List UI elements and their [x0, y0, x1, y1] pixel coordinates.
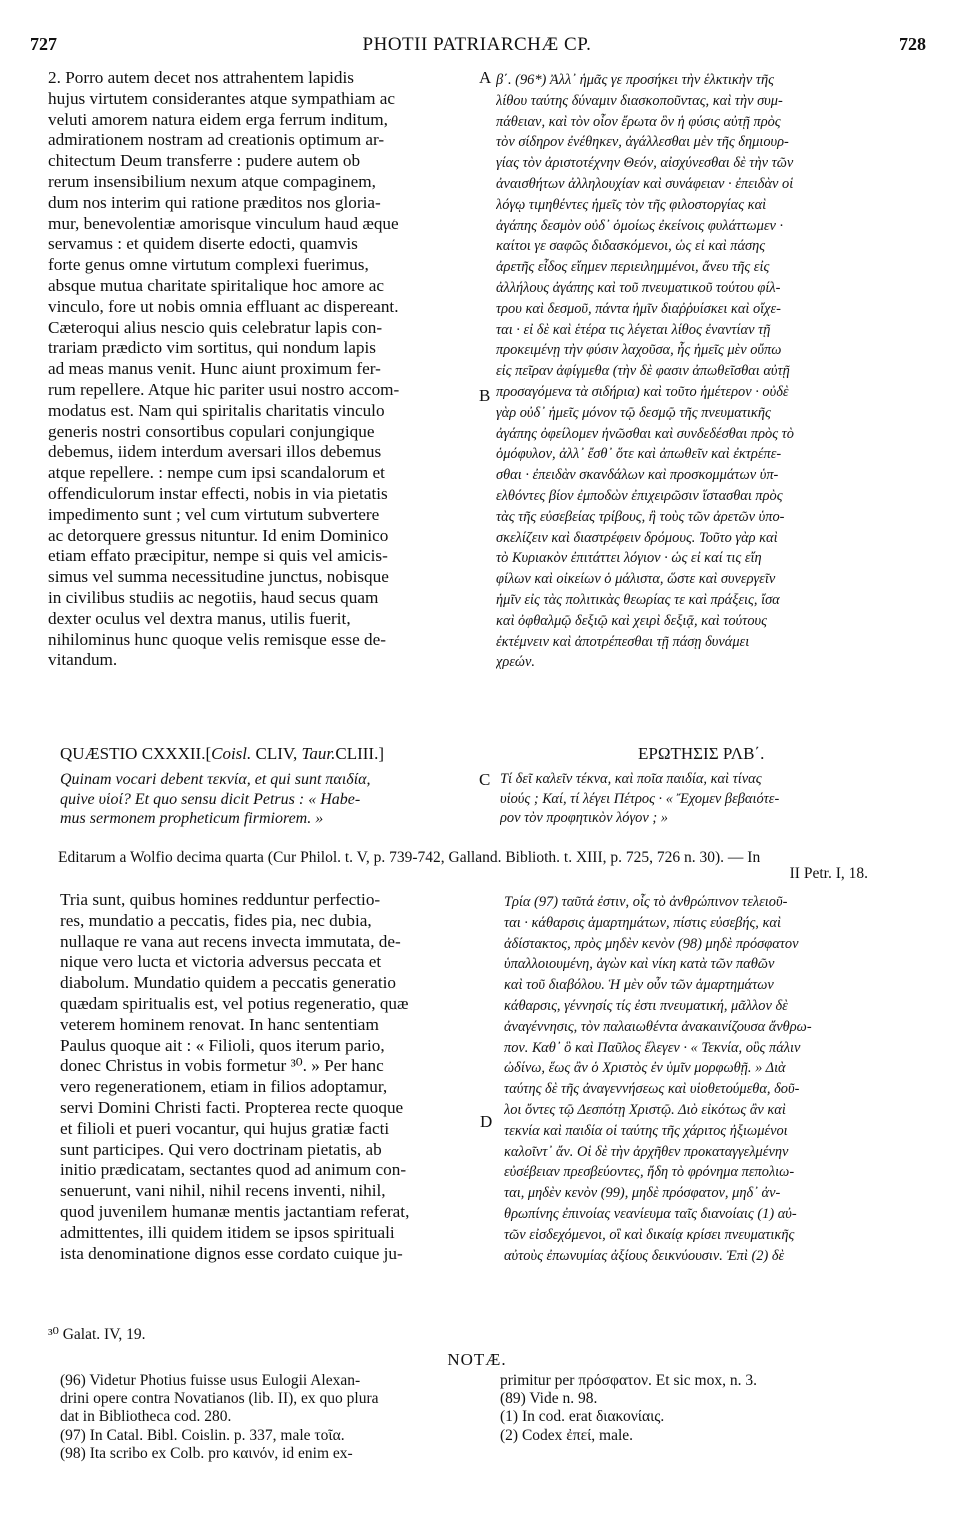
greek-line: σκελίζειν καὶ διαστρέφειν δρόμους. Τοῦτο γὰρ καὶ	[496, 529, 778, 546]
greek-line: τὸ Κυριακὸν ἐπιτάττει λόγιον · ὡς εἰ καί τις εἴη	[496, 550, 762, 567]
greek-line: καὶ τοῦ διαβόλου. Ἡ μὲν οὖν τῶν ἁμαρτημάτων	[504, 977, 774, 994]
latin-line: Tria sunt, quibus homines redduntur perfectio-	[60, 890, 381, 909]
latin-line: trariam prædicto vim sortitus, qui nondum lapis	[48, 338, 376, 358]
latin-line: rerum insensibilium nexum atque compaginem,	[48, 171, 376, 191]
greek-line: ται, μηδὲν κενὸν (99), μηδὲ πρόσφατον, μηδ᾽ ἀν-	[504, 1185, 781, 1202]
latin-line: vitandum.	[48, 650, 118, 670]
question-greek-title	[500, 770, 920, 829]
greek-line: ἀναισθήτων ἀλληλουχίαν καὶ συνάφειαν · ἐπειδὰν οἱ	[496, 175, 794, 192]
greek-line: ἀγάπης ὀφείλομεν ἠνῶσθαι καὶ συνδεδέσθαι πρὸς τὸ	[496, 425, 794, 442]
latin-line: dexter oculus vel dextra manus, utilis fuerit,	[48, 608, 351, 628]
latin-line: donec Christus in vobis formetur ³⁰. » Per hanc	[60, 1056, 384, 1076]
latin-line: diabolum. Mundatio quidem a peccatis generatio	[60, 973, 397, 993]
greek-line: β΄. (96*) Ἀλλ᾽ ἡμᾶς γε προσήκει τὴν ἑλκτικὴν τῆς	[496, 72, 774, 88]
latin-line: quædam spiritualis est, vel potius regeneratio, quæ	[60, 993, 409, 1013]
running-header	[0, 34, 954, 62]
latin-line: admittentes, illi quidem itidem se ipsos spirituali	[60, 1222, 395, 1242]
greek-line: ελθόντες βίον ἐμποδὼν ἐπιχειρῶσιν ἵστασθαι πρὸς	[496, 487, 783, 504]
greek-line: καίτοι γε σαφῶς διδασκόμενοι, ὡς εἰ καὶ πάσης	[496, 238, 766, 255]
greek-line: ὁμόφυλον, ἀλλ᾽ ἔσθ᾽ ὅτε καὶ ἀπωθεῖν καὶ ἐκτρέπε-	[496, 446, 782, 463]
latin-line: forte genus omne virtutum complexi fuerimus,	[48, 255, 369, 275]
greek-line: ἀλλήλους ἀγάπης καὶ τοῦ πνευματικοῦ τούτου φίλ-	[496, 279, 781, 296]
greek-line: πον. Καθ᾽ ὃ καὶ Παῦλος ἔλεγεν · « Τεκνία, οὓς πάλιν	[504, 1039, 801, 1056]
latin-line: initio prædicatam, sectantes quod ad animum con-	[60, 1160, 407, 1180]
note-line: (89) Vide n. 98.	[500, 1390, 598, 1408]
greek-line: θρωπίνης ἐπινοίας νεανίευμα ταῖς διανοίαις (1) αὐ-	[504, 1205, 797, 1222]
qhead-taur: Taur.	[301, 744, 336, 763]
latin-line: nihilominus hunc quoque velis remisque esse de-	[48, 629, 386, 649]
latin-line: simus vel summa necessitudine junctus, nobisque	[48, 567, 389, 587]
question-latin-line: mus sermonem propheticum firmiorem. »	[60, 810, 324, 827]
top-latin-column	[48, 68, 476, 671]
margin-letter-b: B	[479, 386, 491, 405]
page-number-left: 727	[30, 34, 57, 54]
latin-line: atque repellere. : nempe cum ipsi scandalorum et	[48, 463, 385, 483]
latin-line: nullaque re vana aut recens invecta immutata, de-	[60, 931, 401, 951]
top-greek-column	[496, 70, 920, 673]
latin-line: etiam effato præcipitur, nempe si quis vel amicis-	[48, 546, 388, 566]
qhead-part: CLIV,	[251, 744, 302, 763]
latin-line: senuerunt, vani nihil, nihil recens inventi, nihil,	[60, 1181, 386, 1201]
note-line: primitur per πρόσφατον. Et sic mox, n. 3.	[500, 1372, 757, 1389]
greek-line: ταύτης δὲ τῆς ἀναγεννήσεως καὶ υἱοθετούμεθα, δοῦ-	[504, 1081, 800, 1098]
greek-line: τὰς τῆς εὐσεβείας τρίβους, ἢ τοὺς τῶν ἀρετῶν ὑπο-	[496, 508, 785, 525]
latin-line: mur, benevolentiæ amorisque vinculum haud æque	[48, 213, 399, 233]
greek-line: γίας τὸν ἀριστοτέχνην Θεόν, αἰσχύνεσθαι δὲ τὴν τῶν	[496, 155, 794, 172]
latin-line: generis nostri consortibus copulari conjungique	[48, 421, 375, 441]
greek-line: αὐτοὺς ἐπωνυμίας ἀξίους δεικνύουσιν. Ἐπὶ (2) δὲ	[504, 1247, 785, 1264]
bottom-greek-column	[504, 892, 920, 1266]
latin-line: servi Domini Christi facti. Propterea recte quoque	[60, 1097, 404, 1117]
latin-line: 2. Porro autem decet nos attrahentem lapidis	[48, 68, 354, 87]
latin-line: debemus, iidem interdum aversari illos debemus	[48, 442, 382, 462]
running-title: PHOTII PATRIARCHÆ CP.	[362, 34, 592, 55]
greek-line: ἀγάπης δεσμὸν οὐδ᾽ ὁμοίως ἐκείνοις φυλάττωμεν ·	[496, 217, 784, 234]
latin-line: dum nos interim qui ratione præditos nos gloria-	[48, 192, 381, 212]
greek-line: ἀρετῆς εἶδος εἴημεν περιειλημμένοι, ἄνευ τῆς εἰς	[496, 259, 770, 276]
margin-letter-d: D	[480, 1112, 493, 1131]
editor-note	[58, 848, 920, 883]
editor-note-ref: II Petr. I, 18.	[789, 865, 868, 882]
note-line: (98) Ita scribo ex Colb. pro καινόν, id enim ex-	[60, 1444, 353, 1462]
question-latin-heading	[60, 744, 384, 764]
question-greek-line: Τί δεῖ καλεῖν τέκνα, καὶ ποῖα παιδία, καὶ τίνας	[500, 771, 762, 787]
latin-line: servamus : et quidem diserte edocti, quamvis	[48, 234, 358, 254]
question-greek-line: ρον τὸν προφητικὸν λόγον ; »	[500, 810, 668, 826]
greek-line: γὰρ οὐδ᾽ ἡμεῖς μόνον τῷ δεσμῷ τῆς πνευματικῆς	[496, 404, 771, 421]
latin-line: ad meas manus venit. Hunc aiunt proximum fer-	[48, 359, 381, 379]
greek-line: κάθαρσις, γέννησίς τίς ἐστι πνευματική, μᾶλλον δὲ	[504, 997, 788, 1014]
greek-line: ται · εἰ δὲ καὶ ἑτέρα τις λέγεται λίθος ἐναντίαν τῇ	[496, 321, 771, 338]
greek-line: λίθου ταύτης δύναμιν διασκοποῦντας, καὶ τὴν συμ-	[496, 92, 783, 109]
greek-line: εἰς πεῖραν ἀφίγμεθα (τὴν δὲ φασιν ἀπωθεῖσθαι αὐτῇ	[496, 363, 790, 380]
latin-line: absque mutua charitate spiritalique hoc amore ac	[48, 275, 384, 295]
greek-line: ὠδίνω, ἕως ἂν ὁ Χριστὸς ἐν ὑμῖν μορφωθῇ. » Διὰ	[504, 1060, 786, 1077]
greek-line: πάθειαν, καὶ τὸν οἷον ἔρωτα ὃν ἡ φύσις αὐτῇ πρὸς	[496, 113, 781, 130]
greek-line: ται · κάθαρσις ἁμαρτημάτων, πίστις εὐσεβής, καὶ	[504, 914, 781, 931]
greek-line: λοι ὄντες τῷ Δεσπότῃ Χριστῷ. Διὸ εἰκότως ἂν καὶ	[504, 1101, 786, 1118]
question-greek-line: υἱούς ; Καί, τί λέγει Πέτρος · « Ἔχομεν βεβαιότε-	[500, 790, 780, 807]
qhead-coisl: Coisl.	[211, 744, 252, 763]
latin-line: Paulus quoque ait : « Filioli, quos iterum pario,	[60, 1035, 385, 1055]
question-latin-line: Quinam vocari debent τεκνία, et qui sunt παιδία,	[60, 771, 371, 788]
latin-line: sunt participes. Qui vero doctrinam pietatis, ab	[60, 1139, 382, 1159]
question-latin-line: quive υἱοί? Et quo sensu dicit Petrus : « Habe-	[60, 790, 361, 808]
latin-line: chitectum Deum transferre : pudere autem ob	[48, 151, 361, 171]
greek-line: ἀναγέννησις, τὸν παλαιωθέντα ἀνακαινίζουσα ἄνθρω-	[504, 1018, 812, 1035]
greek-line: λόγῳ τιμηθέντες ἡμεῖς τὸν τῆς φιλοστοργίας καὶ	[496, 196, 767, 213]
note-line: dat in Bibliotheca cod. 280.	[60, 1408, 232, 1426]
qhead-part: CLIII.]	[335, 744, 385, 763]
greek-line: τεκνία καὶ παιδία οἱ ταύτης τῆς χάριτος ἠξιωμένοι	[504, 1122, 788, 1139]
latin-line: offendiculorum instar effecti, nobis in via pietatis	[48, 483, 388, 503]
editor-note-line: Editarum a Wolfio decima quarta (Cur Philol. t. V, p. 739-742, Galland. Biblioth. t. XIII, p. 725, 726 n. 30). — In	[58, 849, 761, 866]
notes-left-column	[60, 1372, 480, 1463]
greek-line: τρου καὶ δεσμοῦ, πάντα ἡμῖν διαῤῥυίσκει καὶ οἴχε-	[496, 300, 781, 317]
greek-line: καλοῖντ᾽ ἄν. Οἱ δὲ τὴν ἀρχῆθεν προκαταγγελμένην	[504, 1143, 789, 1160]
latin-line: res, mundatio a peccatis, fides pia, nec dubia,	[60, 910, 372, 930]
greek-line: εὐσέβειαν πρεσβεύοντες, ἤδη τὸ φρόνημα πεπολιω-	[504, 1164, 795, 1181]
latin-line: ac detorquere gressus nituntur. Id enim Dominico	[48, 525, 389, 545]
margin-letter-a: A	[479, 68, 492, 87]
page-number-right: 728	[899, 34, 926, 54]
latin-line: admirationem nostram ad creationis optimum ar-	[48, 130, 385, 150]
greek-line: ἀδίστακτος, πρὸς μηδὲν κενὸν (98) μηδὲ πρόσφατον	[504, 935, 799, 952]
qhead-part: QUÆSTIO CXXXII.[	[60, 744, 212, 763]
latin-line: ista denominatione dignos esse cordato cuique ju-	[60, 1243, 403, 1263]
note-line: (96) Videtur Photius fuisse usus Eulogii Alexan-	[60, 1372, 361, 1389]
latin-line: modatus est. Nam qui spiritalis charitatis vinculo	[48, 400, 385, 420]
greek-line: σθαι · ἐπειδὰν σκανδάλων καὶ προσκομμάτων ὑπ-	[496, 467, 779, 484]
note-line: (1) In cod. erat διακονίαις.	[500, 1408, 665, 1426]
greek-line: φίλων καὶ οἰκείων ὁ μάλιστα, ὥστε καὶ συνεργεῖν	[496, 571, 776, 588]
notes-heading: NOTÆ.	[447, 1350, 507, 1369]
latin-line: et filioli et pueri vocantur, qui hujus gratiæ facti	[60, 1118, 390, 1138]
note-line: (2) Codex ἐπεί, male.	[500, 1426, 634, 1444]
footnote: ³⁰ Galat. IV, 19.	[48, 1326, 146, 1343]
greek-line: καὶ ὀφθαλμῷ δεξιῷ καὶ χειρὶ δεξιᾷ, καὶ τούτους	[496, 612, 767, 629]
greek-line: προκειμένῃ τὴν φύσιν λαχοῦσα, ἧς ἡμεῖς μὲν οὔπω	[496, 342, 782, 359]
greek-line: τῶν εἰσδεχόμενοι, οἳ καὶ δικαίᾳ κρίσει πνευματικῆς	[504, 1226, 795, 1243]
greek-line: τὸν σίδηρον ἐνέθηκεν, ἀγάλλεσθαι μὲν τῆς δημιουρ-	[496, 134, 789, 151]
latin-line: vero regenerationem, etiam in filios adoptamur,	[60, 1077, 388, 1097]
question-latin-title	[60, 770, 470, 829]
margin-letter-c: C	[479, 770, 491, 789]
latin-line: veluti amorem natura eidem erga ferrum inditum,	[48, 109, 388, 129]
latin-line: rum repellere. Atque hic pariter usui nostro accom-	[48, 379, 400, 399]
latin-line: nique vero lucta et victoria adversus peccata et	[60, 952, 382, 972]
note-line: drini opere contra Novatianos (lib. II), ex quo plura	[60, 1390, 379, 1408]
greek-line: χρεών.	[496, 654, 535, 671]
question-greek-heading: ΕΡΩΤΗΣΙΣ ΡΛΒ΄.	[638, 744, 765, 763]
latin-line: quod juvenilem humanæ mentis jactantiam referat,	[60, 1201, 410, 1221]
greek-line: προσαγόμενα τὰ σιδήρια) καὶ τοῦτο ἡμέτερον · οὐδὲ	[496, 383, 789, 400]
note-line: (97) In Catal. Bibl. Coislin. p. 337, male τοῖα.	[60, 1426, 345, 1444]
greek-line: Τρία (97) ταῦτά ἐστιν, οἷς τὸ ἀνθρώπινον τελειοῦ-	[504, 894, 788, 910]
latin-line: vinculo, fore ut nobis omnia effluant ac dispereant.	[48, 296, 399, 316]
latin-line: in civilibus studiis ac negotiis, haud secus quam	[48, 587, 379, 607]
latin-line: impedimento sunt ; vel cum virtutum subvertere	[48, 504, 380, 524]
notes-right-column	[500, 1372, 920, 1445]
latin-line: hujus virtutem considerantes atque sympathiam ac	[48, 88, 395, 108]
greek-line: ἡμῖν εἰς τὰς πολιτικὰς θεωρίας τε καὶ πράξεις, ἴσα	[496, 591, 780, 608]
greek-line: ἐκτέμνειν καὶ ἀποτρέπεσθαι τῇ πάσῃ δυνάμει	[496, 633, 750, 650]
bottom-latin-column	[60, 890, 474, 1264]
latin-line: Cæteroqui alius nescio quis celebratur lapis con-	[48, 317, 383, 337]
latin-line: veterem hominem renovat. In hanc sententiam	[60, 1014, 379, 1034]
greek-line: ὑπαλλοιουμένη, ἀγὼν καὶ νίκη κατὰ τῶν παθῶν	[504, 956, 775, 973]
